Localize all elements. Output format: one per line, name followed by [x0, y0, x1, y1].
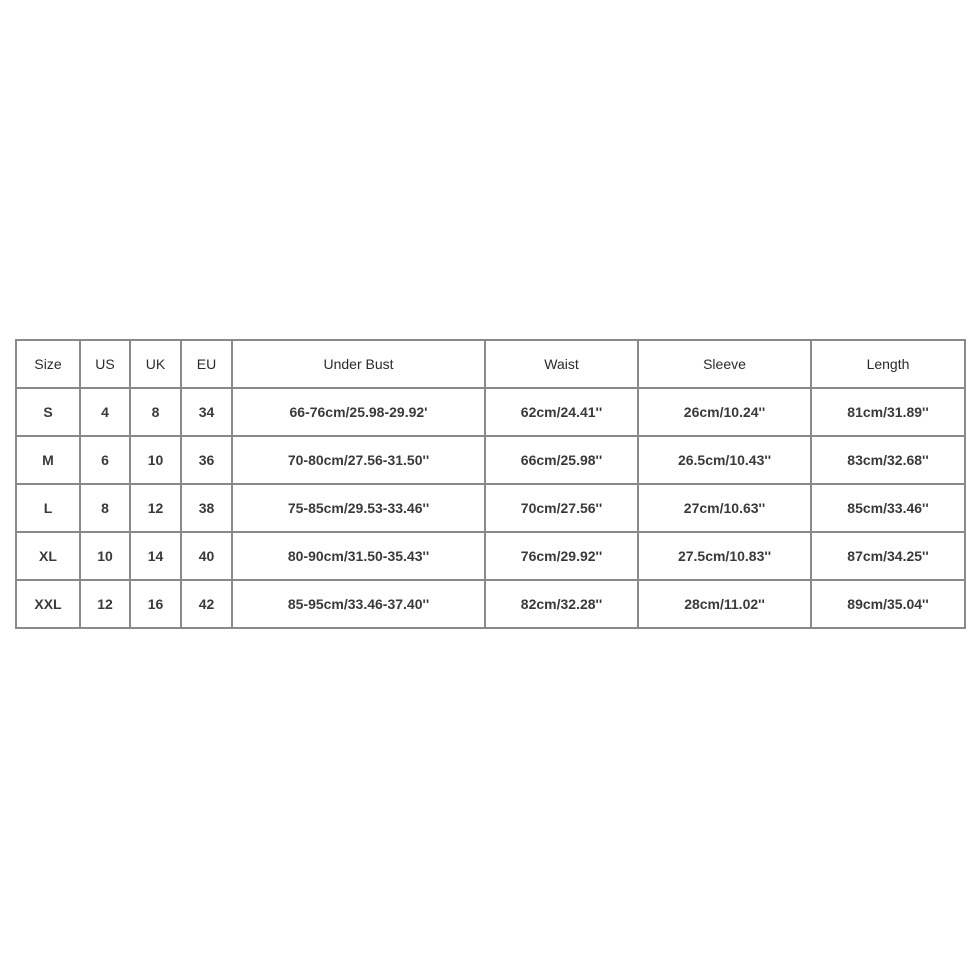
cell-eu: 42 — [182, 581, 233, 629]
table-row — [17, 389, 966, 437]
cell-uk: 10 — [131, 437, 182, 485]
cell-sleeve: 26.5cm/10.43'' — [639, 437, 812, 485]
cell-size: S — [17, 389, 81, 437]
cell-size: M — [17, 437, 81, 485]
cell-sleeve: 27.5cm/10.83'' — [639, 533, 812, 581]
header-length: Length — [812, 341, 966, 389]
cell-sleeve: 27cm/10.63'' — [639, 485, 812, 533]
cell-uk: 8 — [131, 389, 182, 437]
table-row — [17, 533, 966, 581]
table-row — [17, 581, 966, 629]
cell-eu: 36 — [182, 437, 233, 485]
cell-us: 12 — [81, 581, 131, 629]
cell-sleeve: 28cm/11.02'' — [639, 581, 812, 629]
cell-length: 89cm/35.04'' — [812, 581, 966, 629]
cell-length: 81cm/31.89'' — [812, 389, 966, 437]
header-us: US — [81, 341, 131, 389]
header-row — [17, 341, 966, 389]
cell-us: 10 — [81, 533, 131, 581]
cell-length: 85cm/33.46'' — [812, 485, 966, 533]
cell-us: 6 — [81, 437, 131, 485]
cell-waist: 82cm/32.28'' — [486, 581, 639, 629]
header-under-bust: Under Bust — [233, 341, 486, 389]
cell-waist: 66cm/25.98'' — [486, 437, 639, 485]
cell-under-bust: 70-80cm/27.56-31.50'' — [233, 437, 486, 485]
cell-uk: 12 — [131, 485, 182, 533]
cell-size: L — [17, 485, 81, 533]
header-size: Size — [17, 341, 81, 389]
cell-length: 83cm/32.68'' — [812, 437, 966, 485]
cell-under-bust: 80-90cm/31.50-35.43'' — [233, 533, 486, 581]
cell-under-bust: 85-95cm/33.46-37.40'' — [233, 581, 486, 629]
cell-uk: 14 — [131, 533, 182, 581]
cell-length: 87cm/34.25'' — [812, 533, 966, 581]
cell-under-bust: 66-76cm/25.98-29.92' — [233, 389, 486, 437]
cell-waist: 70cm/27.56'' — [486, 485, 639, 533]
header-uk: UK — [131, 341, 182, 389]
cell-uk: 16 — [131, 581, 182, 629]
cell-waist: 62cm/24.41'' — [486, 389, 639, 437]
cell-under-bust: 75-85cm/29.53-33.46'' — [233, 485, 486, 533]
cell-eu: 40 — [182, 533, 233, 581]
header-sleeve: Sleeve — [639, 341, 812, 389]
header-waist: Waist — [486, 341, 639, 389]
cell-size: XXL — [17, 581, 81, 629]
table-row — [17, 485, 966, 533]
cell-us: 4 — [81, 389, 131, 437]
cell-eu: 34 — [182, 389, 233, 437]
table-row — [17, 437, 966, 485]
cell-eu: 38 — [182, 485, 233, 533]
header-eu: EU — [182, 341, 233, 389]
cell-us: 8 — [81, 485, 131, 533]
cell-size: XL — [17, 533, 81, 581]
cell-sleeve: 26cm/10.24'' — [639, 389, 812, 437]
size-chart-table — [15, 339, 966, 629]
cell-waist: 76cm/29.92'' — [486, 533, 639, 581]
